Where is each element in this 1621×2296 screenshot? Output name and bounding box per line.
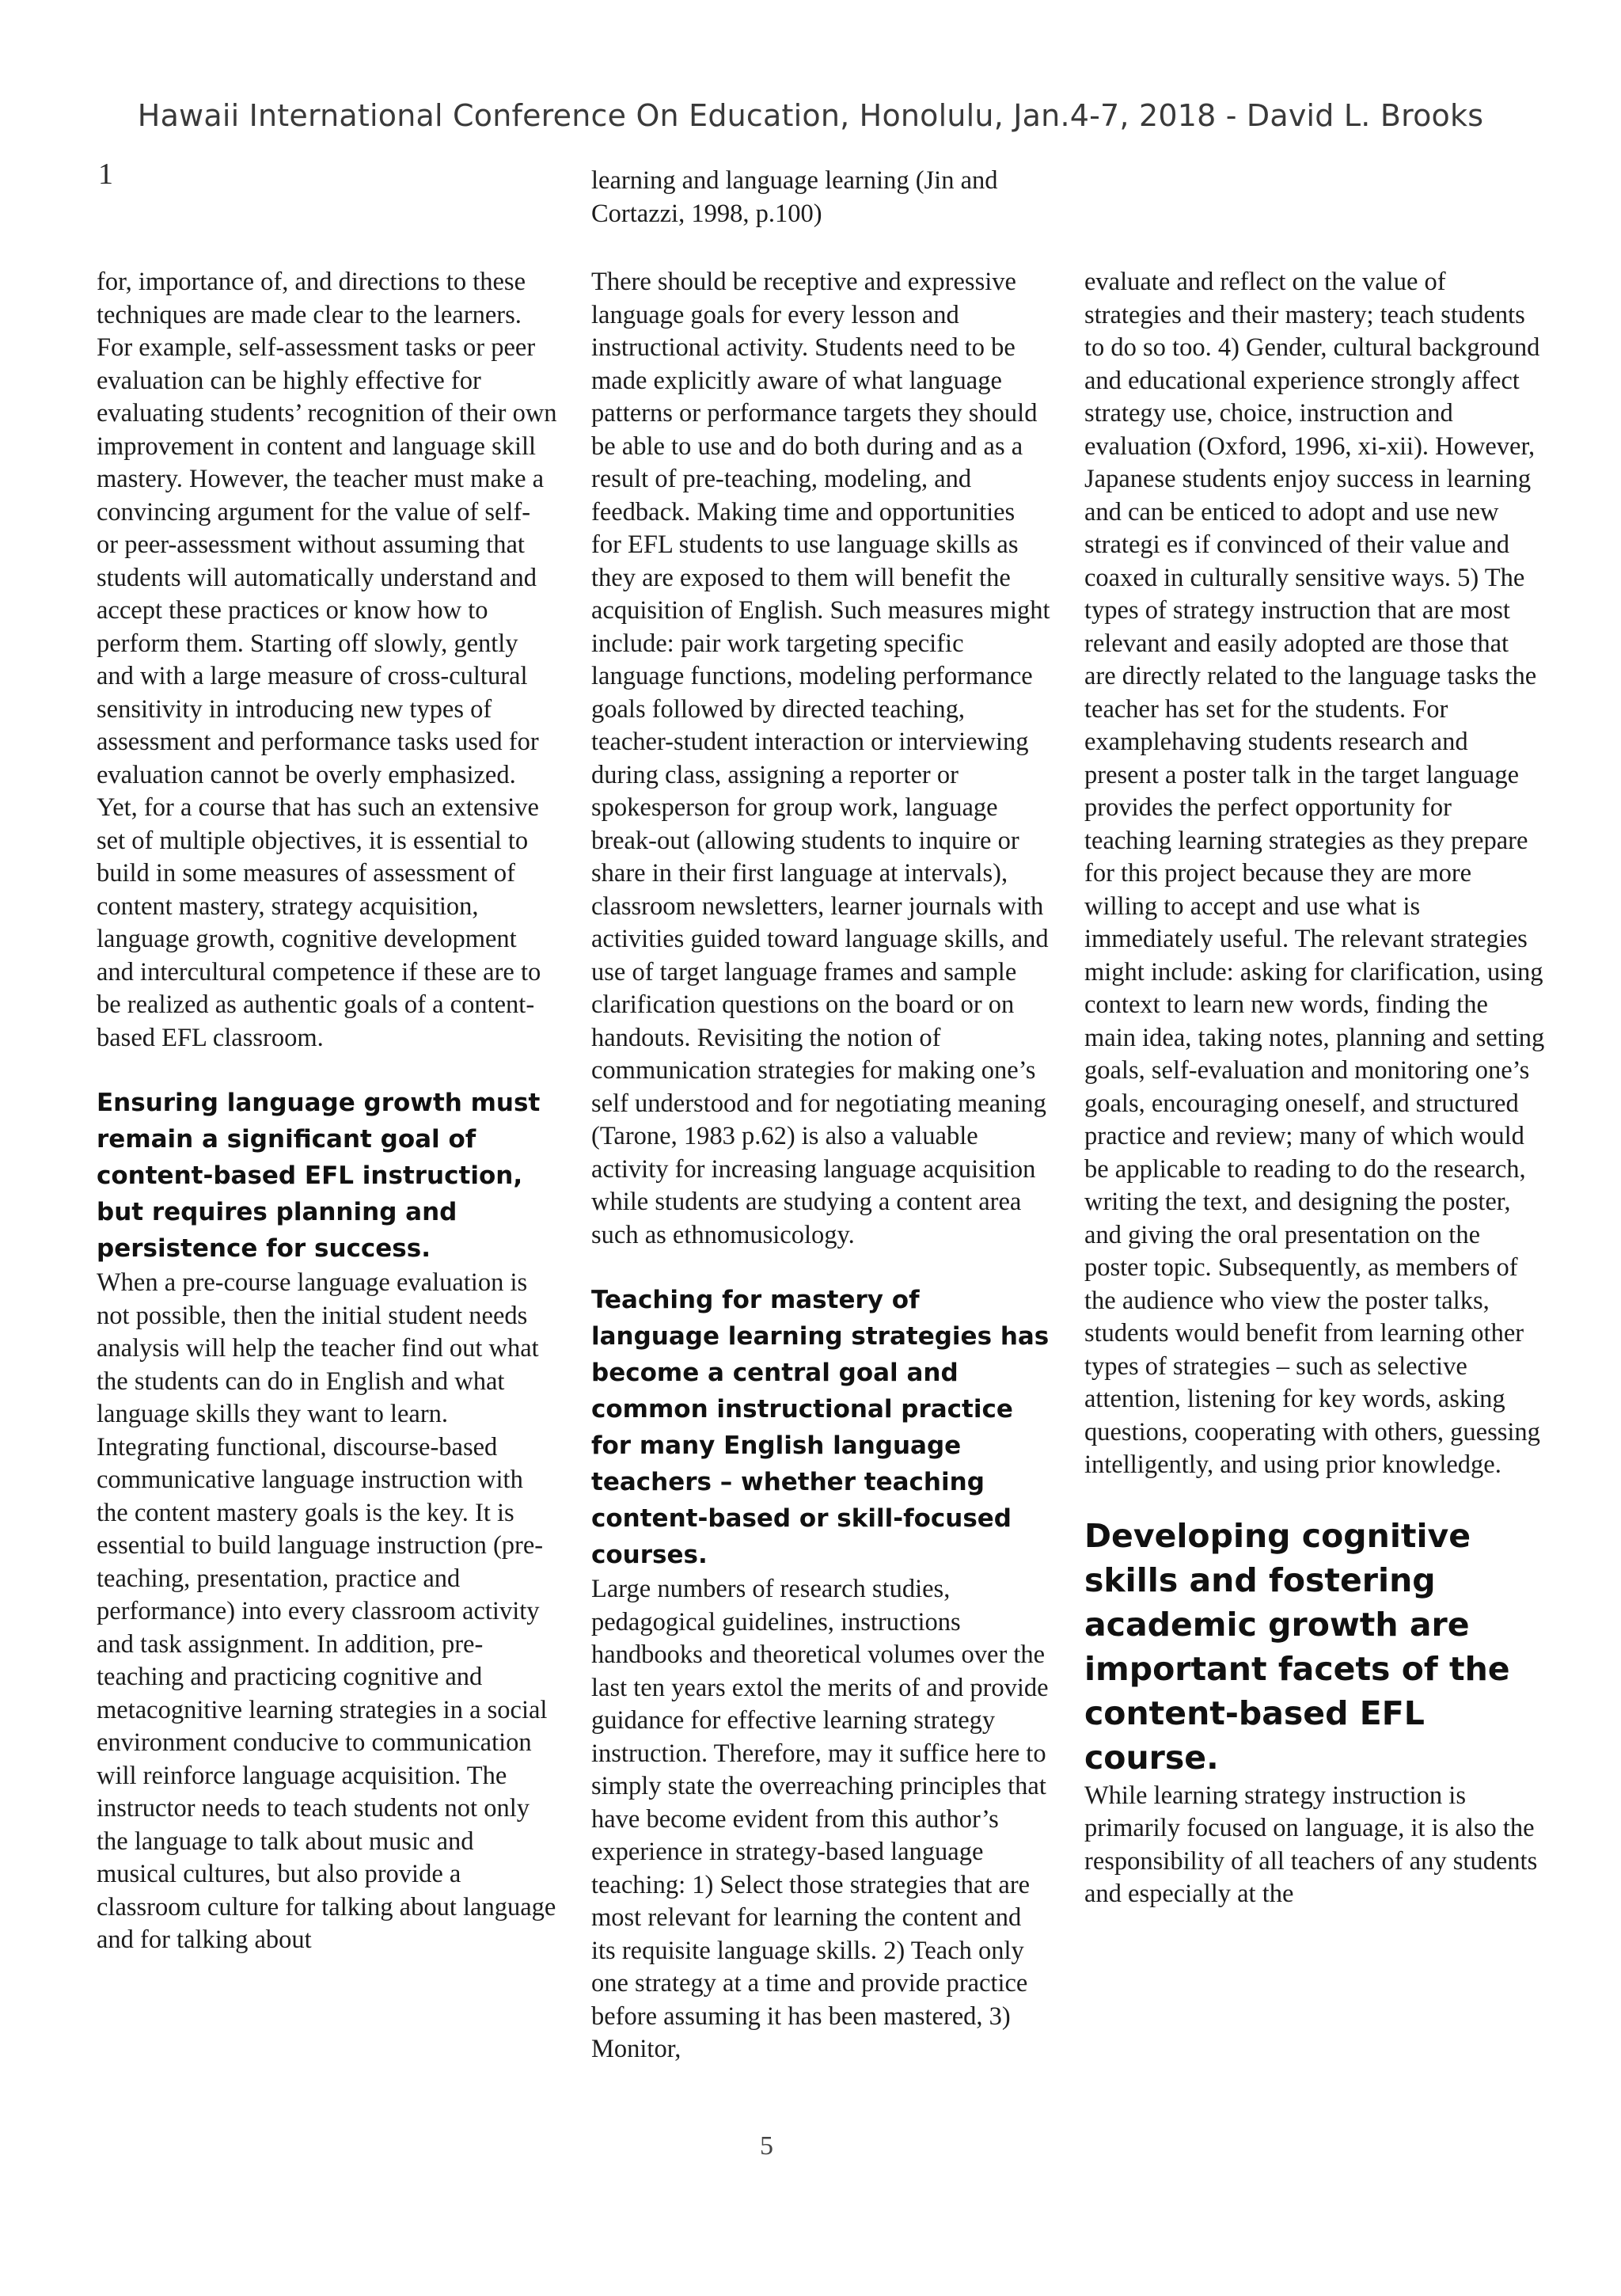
column-2 (591, 266, 1050, 2066)
column3-heading: Developing cognitive skills and fostering academic growth are important facets of the content-based EFL course. (1084, 1516, 1510, 1777)
column2-heading: Teaching for mastery of language learning strategies has become a central goal and common instructional practice for many English language teachers – whether teaching content-based or skill-focused courses. (591, 1286, 1050, 1569)
column1-paragraph-2: When a pre-course language evaluation is not possible, then the initial student needs analysis will help the teacher find out what the students can do in English and what language skills they want to learn. Integrating functional, discourse-based communicative language instruction with the content mastery goals is the key. It is essential to build language instruction (pre-teaching, presentation, practice and performance) into every classroom activity and task assignment. In addition, pre-teaching and practicing cognitive and metacognitive learning strategies in a social environment conducive to communication will reinforce language acquisition. The instructor needs to teach students not only the language to talk about music and musical cultures, but also provide a classroom culture for talking about language and for talking about (97, 1268, 556, 1954)
column-1 (97, 266, 557, 1957)
column1-heading: Ensuring language growth must remain a significant goal of content-based EFL instruction, but requires planning and persistence for success. (97, 1089, 541, 1263)
column2-carryover (591, 165, 1034, 230)
column3-paragraph-1: evaluate and reflect on the value of strategies and their mastery; teach students to do so too. 4) Gender, cultural background and educational experience strongly affect strategy use, choice, instruction and evaluation (Oxford, 1996, xi-xii). However, Japanese students enjoy success in learning and can be enticed to adopt and use new strategi es if convinced of their value and coaxed in culturally sensitive ways. 5) The types of strategy instruction that are most relevant and easily adopted are those that are directly related to the language tasks the teacher has set for the students. For examplehaving students research and present a poster talk in the target language provides the perfect opportunity for teaching learning strategies as they prepare for this project because they are more willing to accept and use what is immediately useful. The relevant strategies might include: asking for clarification, using context to learn new words, finding the main idea, taking notes, planning and setting goals, self-evaluation and monitoring one’s goals, encouraging oneself, and structured practice and review; many of which would be applicable to reading to do the research, writing the text, and designing the poster, and giving the oral presentation on the poster topic. Subsequently, as members of the audience who view the poster talks, students would benefit from learning other types of strategies – such as selective attention, listening for key words, asking questions, cooperating with others, guessing intelligently, and using prior knowledge. (1084, 268, 1545, 1479)
column2-paragraph-1: There should be receptive and expressive language goals for every lesson and instructional activity. Students need to be made explicitly aware of what language patterns or performance targets they should be able to use and do both during and as a result of pre-teaching, modeling, and feedback. Making time and opportunities for EFL students to use language skills as they are exposed to them will benefit the acquisition of English. Such measures might include: pair work targeting specific language functions, modeling performance goals followed by directed teaching, teacher-student interaction or interviewing during class, assigning a reporter or spokesperson for group work, language break-out (allowing students to inquire or share in their first language at intervals), classroom newsletters, learner journals with activities guided toward language skills, and use of target language frames and sample clarification questions on the board or on handouts. Revisiting the notion of communication strategies for making one’s self understood and for negotiating meaning (Tarone, 1983 p.62) is also a valuable activity for increasing language acquisition while students are studying a content area such as ethnomusicology. (591, 268, 1050, 1249)
column-3 (1084, 266, 1545, 1911)
column1-paragraph-1: for, importance of, and directions to these techniques are made clear to the learners. For example, self-assessment tasks or peer evaluation can be highly effective for evaluating students’ recognition of their own improvement in content and language skill mastery. However, the teacher must make a convincing argument for the value of self- or peer-assessment without assuming that students will automatically understand and accept these practices or know how to perform them. Starting off slowly, gently and with a large measure of cross-cultural sensitivity in introducing new types of assessment and performance tasks used for evaluation cannot be overly emphasized. Yet, for a course that has such an extensive set of multiple objectives, it is essential to build in some measures of assessment of content mastery, strategy acquisition, language growth, cognitive development and intercultural competence if these are to be realized as authentic goals of a content-based EFL classroom. (97, 268, 557, 1052)
column2-carryover-text: learning and language learning (Jin and Cortazzi, 1998, p.100) (591, 166, 998, 228)
page-number-left: 1 (98, 158, 113, 191)
column3-paragraph-2: While learning strategy instruction is primarily focused on language, it is also the responsibility of all teachers of any students and especially at the (1084, 1781, 1538, 1908)
page-number-footer: 5 (760, 2131, 773, 2161)
column2-paragraph-2: Large numbers of research studies, pedagogical guidelines, instructions handbooks and theoretical volumes over the last ten years extol the merits of and provide guidance for effective learning strategy instruction. Therefore, may it suffice here to simply state the overreaching principles that have become evident from this author’s experience in strategy-based language teaching: 1) Select those strategies that are most relevant for learning the content and its requisite language skills. 2) Teach only one strategy at a time and provide practice before assuming it has been mastered, 3) Monitor, (591, 1575, 1049, 2063)
running-header: Hawaii International Conference On Education, Honolulu, Jan.4-7, 2018 - David L. Brooks (137, 98, 1484, 133)
